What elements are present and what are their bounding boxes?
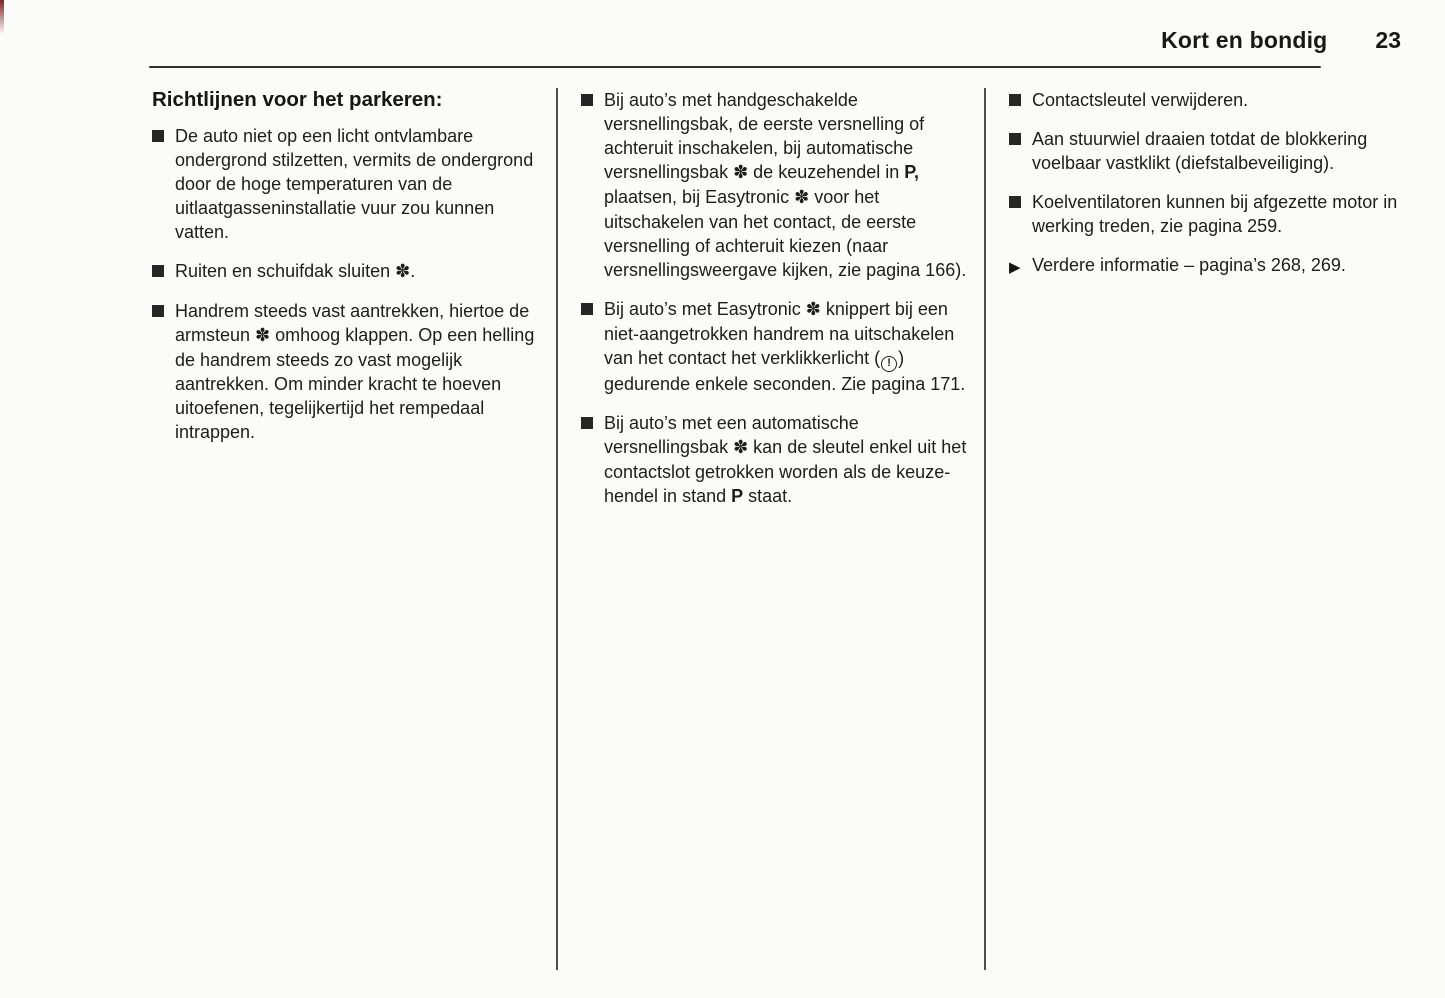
item-text: Verdere informatie – pagina’s 268, 269. <box>1032 255 1346 275</box>
item-text: Koelventilatoren kunnen bij afgezette motor in werking treden, zie pagina 259. <box>1032 192 1398 236</box>
list-item <box>152 299 542 444</box>
column-left <box>152 88 542 459</box>
list-item <box>1009 127 1403 175</box>
item-text: Bij auto’s met handgeschakelde versnellingsbak, de eerste versnelling of achteruit inschakelen, bij automatische versnellingsbak ✽ de keuzehendel in P, plaatsen, bij Easytronic ✽ voor het uitschakelen van het contact, de eerste versnelling of achteruit kiezen (naar versnellingsweergave kijken, zie pagina 166). <box>604 90 967 280</box>
list-item <box>152 124 542 244</box>
list-item <box>581 88 969 282</box>
square-bullet-icon <box>581 417 593 429</box>
chapter-title: Kort en bondig <box>1161 27 1328 53</box>
header-rule <box>149 66 1321 68</box>
item-text: De auto niet op een licht ontvlambare ondergrond stilzetten, vermits de ondergrond door de hoge temperaturen van de uitlaatgasseninstallatie vuur zou kunnen vatten. <box>175 126 534 242</box>
item-text: Aan stuurwiel draaien totdat de blokkering voelbaar vastklikt (diefstalbeveiliging). <box>1032 129 1368 173</box>
optional-equipment-asterisk-icon: ✽ <box>805 299 821 320</box>
item-text: Bij auto’s met een automatische versnellingsbak ✽ kan de sleutel enkel uit het contactslot getrokken worden als de keuze-hendel in stand P staat. <box>604 412 967 506</box>
column-divider-left <box>556 88 558 970</box>
square-bullet-icon <box>1009 196 1021 208</box>
column-middle <box>581 88 969 523</box>
square-bullet-icon <box>581 303 593 315</box>
list-item <box>581 297 969 396</box>
square-bullet-icon <box>1009 94 1021 106</box>
item-text: Handrem steeds vast aantrekken, hiertoe de armsteun ✽ omhoog klappen. Op een helling de handrem steeds zo vast mogelijk aantrekken. Om minder kracht te hoeven uitoefenen, tegelijkertijd het rempedaal intrappen. <box>175 301 535 442</box>
scan-edge-artifact <box>0 0 4 34</box>
optional-equipment-asterisk-icon: ✽ <box>395 261 411 282</box>
item-text: Contactsleutel verwijderen. <box>1032 90 1249 110</box>
optional-equipment-asterisk-icon: ✽ <box>733 162 749 183</box>
item-text: Ruiten en schuifdak sluiten ✽. <box>175 261 416 282</box>
column-right <box>1009 88 1403 294</box>
list-item <box>1009 88 1403 112</box>
square-bullet-icon <box>581 94 593 106</box>
page-header <box>1161 27 1401 54</box>
exclamation-circle-glyph: ! <box>881 356 897 372</box>
square-bullet-icon <box>1009 133 1021 145</box>
list-item <box>1009 253 1403 279</box>
list-item <box>581 411 969 508</box>
square-bullet-icon <box>152 130 164 142</box>
page-number: 23 <box>1375 27 1401 53</box>
list-item <box>1009 190 1403 238</box>
item-text: Bij auto’s met Easytronic ✽ knippert bij een niet-aangetrokken handrem na uitschakelen van het contact het verklikkerlicht ( ! ) gedurende enkele seconden. Zie pagina 171. <box>604 299 966 394</box>
optional-equipment-asterisk-icon: ✽ <box>733 436 749 458</box>
square-bullet-icon <box>152 305 164 317</box>
brake-warning-light-icon: ( ! ) <box>874 348 904 368</box>
square-bullet-icon <box>152 265 164 277</box>
column-divider-right <box>984 88 986 970</box>
list-item <box>152 259 542 284</box>
section-heading: Richtlijnen voor het parkeren: <box>152 88 443 111</box>
optional-equipment-asterisk-icon: ✽ <box>255 325 271 346</box>
arrow-bullet-icon: ▶ <box>1009 258 1021 276</box>
optional-equipment-asterisk-icon: ✽ <box>794 187 810 208</box>
